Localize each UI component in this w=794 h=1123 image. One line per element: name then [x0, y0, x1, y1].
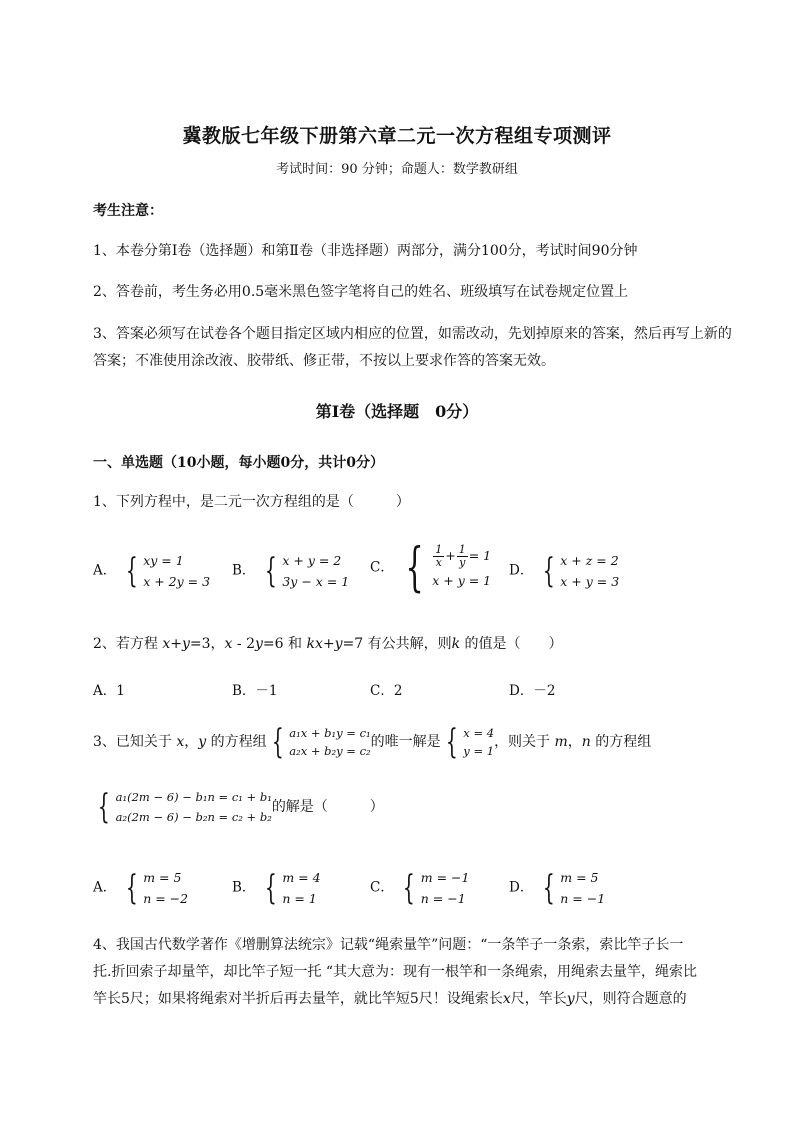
equation: x + y = 1: [432, 572, 492, 588]
question-3-stem: 3、已知关于 x，y 的方程组 { a₁x + b₁y = c₁ a₂x + b₂y = c₂ 的唯一解是 { x = 4 y = 1 ，则关于 m，n 的方程组: [93, 722, 652, 762]
question-2-stem: 2、若方程 x+y=3，x - 2y=6 和 kx+y=7 有公共解，则k 的值是（ ）: [93, 636, 563, 652]
question-1-stem: 1、下列方程中，是二元一次方程组的是（ ）: [93, 494, 410, 510]
option-label: D．: [509, 562, 534, 579]
brace-icon: {: [445, 722, 458, 762]
equation-system: { m = 5 n = −2: [125, 868, 189, 908]
option-label: A．: [93, 879, 117, 896]
option-label: A．: [93, 562, 117, 579]
equation: 3y − x = 1: [282, 574, 350, 589]
exam-subtitle: 考试时间：90 分钟；命题人：数学教研组: [276, 162, 518, 177]
brace-icon: {: [264, 868, 277, 908]
option-label: D．: [509, 879, 534, 896]
option-label: B．: [232, 562, 256, 579]
equation-system: [538, 550, 620, 592]
equation-system: { m = 4 n = 1: [264, 868, 321, 908]
note-item-3: 3、答案必须写在试卷各个题目指定区域内相应的位置，如需改动，先划掉原来的答案，然后再写上新的答案；不准使用涂改液、胶带纸、修正带，不按以上要求作答的答案无效。: [93, 326, 732, 369]
equation: x + 2y = 3: [143, 574, 211, 589]
equation: x + y = 3: [560, 574, 620, 589]
equation: $\frac{1}{x}$ + $\frac{1}{y}$ = 1: [435, 542, 492, 569]
equation: x + z = 2: [560, 553, 619, 568]
q1-option-b[interactable]: [232, 550, 349, 592]
option-label: C．: [370, 879, 394, 896]
equation-system: { a₁x + b₁y = c₁ a₂x + b₂y = c₂: [271, 722, 371, 762]
page-title: 冀教版七年级下册第六章二元一次方程组专项测评: [182, 125, 612, 147]
section-title: 第Ⅰ卷（选择题 0分）: [315, 402, 479, 421]
brace-icon: {: [125, 868, 138, 908]
part-heading: 一、单选题（10小题，每小题0分，共计0分）: [93, 455, 384, 471]
q2-option-a[interactable]: A．1: [93, 683, 125, 699]
brace-icon: {: [97, 787, 110, 827]
solution-system: { x = 4 y = 1: [445, 722, 495, 762]
equation-system: [398, 538, 492, 598]
q3-option-b[interactable]: [232, 867, 321, 909]
equation-system: { m = 5 n = −1: [542, 868, 606, 908]
q3-option-d[interactable]: [509, 867, 605, 909]
fraction: $\frac{1}{y}$: [458, 542, 466, 569]
option-label: B．: [232, 879, 256, 896]
option-label: C．: [370, 559, 394, 576]
equation-system: [121, 550, 211, 592]
q3-option-a[interactable]: [93, 867, 188, 909]
notes-heading: 考生注意：: [93, 203, 163, 219]
note-item-2: 2、答卷前，考生务必用0.5毫米黑色签字笔将自己的姓名、班级填写在试卷规定位置上: [93, 284, 629, 300]
equation-system: [260, 550, 350, 592]
note-item-1: 1、本卷分第Ⅰ卷（选择题）和第Ⅱ卷（非选择题）两部分，满分100分，考试时间90分钟: [93, 243, 638, 259]
question-4-line-2: 托.折回索子却量竿，却比竿子短一托 “其大意为：现有一根竿和一条绳索，用绳索去量竿，绳索比: [93, 964, 698, 980]
brace-icon: {: [271, 722, 284, 762]
equation: xy = 1: [143, 553, 184, 568]
q1-option-d[interactable]: [509, 550, 619, 592]
brace-icon: {: [405, 538, 424, 598]
equation: x + y = 2: [282, 553, 342, 568]
question-4-line-3: 竿长5尺；如果将绳索对半折后再去量竿，就比竿短5尺！设绳索长x尺，竿长y尺，则符合题意的: [93, 991, 687, 1007]
brace-icon: {: [125, 551, 138, 591]
q2-option-d[interactable]: D．－2: [509, 683, 556, 699]
q1-option-c[interactable]: [370, 538, 492, 598]
question-3-system: { a₁(2m − 6) − b₁n = c₁ + b₁ a₂(2m − 6) − b₂n = c₂ + b₂ 的解是（ ）: [93, 787, 384, 827]
brace-icon: {: [542, 551, 555, 591]
question-4-line-1: 4、我国古代数学著作《增删算法统宗》记载“绳索量竿”问题：“一条竿子一条索，索比竿子长一: [93, 937, 684, 953]
q2-option-b[interactable]: B．－1: [232, 683, 278, 699]
q1-option-a[interactable]: [93, 550, 210, 592]
fraction: $\frac{1}{x}$: [435, 542, 443, 569]
q3-option-c[interactable]: [370, 867, 469, 909]
equation-system: { a₁(2m − 6) − b₁n = c₁ + b₁ a₂(2m − 6) − b₂n = c₂ + b₂: [97, 787, 272, 827]
brace-icon: {: [264, 551, 277, 591]
brace-icon: {: [403, 868, 415, 908]
q2-option-c[interactable]: C．2: [370, 683, 403, 699]
brace-icon: {: [542, 868, 555, 908]
equation-system: { m = −1 n = −1: [403, 868, 470, 908]
